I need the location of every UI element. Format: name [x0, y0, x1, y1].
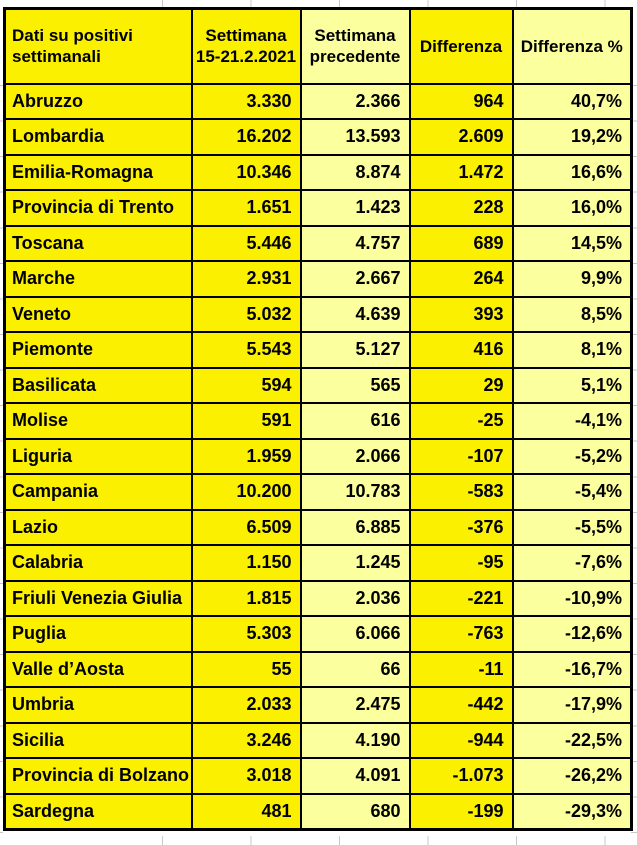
- region-cell: Liguria: [5, 439, 192, 475]
- value-difference-pct: 16,0%: [513, 190, 632, 226]
- value-difference-pct: -10,9%: [513, 581, 632, 617]
- table-row: [5, 155, 632, 191]
- value-previous-week: 2.475: [301, 687, 410, 723]
- region-cell: Lazio: [5, 510, 192, 546]
- value-difference-pct: 40,7%: [513, 84, 632, 120]
- region-cell: Toscana: [5, 226, 192, 262]
- value-difference-pct: 5,1%: [513, 368, 632, 404]
- table-row: [5, 439, 632, 475]
- value-difference: -376: [410, 510, 513, 546]
- value-difference-pct: 8,1%: [513, 332, 632, 368]
- value-current-week: 10.346: [192, 155, 301, 191]
- value-current-week: 10.200: [192, 474, 301, 510]
- gridlines-bottom-margin: [162, 836, 610, 845]
- table-row: [5, 119, 632, 155]
- table-row: [5, 687, 632, 723]
- value-difference-pct: -5,2%: [513, 439, 632, 475]
- value-current-week: 5.032: [192, 297, 301, 333]
- region-cell: Calabria: [5, 545, 192, 581]
- value-current-week: 55: [192, 652, 301, 688]
- value-difference-pct: -7,6%: [513, 545, 632, 581]
- region-cell: Veneto: [5, 297, 192, 333]
- header-current-week: Settimana 15-21.2.2021: [192, 9, 301, 84]
- table-row: [5, 545, 632, 581]
- region-cell: Piemonte: [5, 332, 192, 368]
- header-previous-week: Settimana precedente: [301, 9, 410, 84]
- value-difference-pct: -5,4%: [513, 474, 632, 510]
- table-row: [5, 84, 632, 120]
- value-previous-week: 6.885: [301, 510, 410, 546]
- value-difference-pct: -17,9%: [513, 687, 632, 723]
- value-difference-pct: 19,2%: [513, 119, 632, 155]
- header-region: Dati su positivi settimanali: [5, 9, 192, 84]
- value-previous-week: 10.783: [301, 474, 410, 510]
- value-current-week: 16.202: [192, 119, 301, 155]
- value-current-week: 2.931: [192, 261, 301, 297]
- value-previous-week: 2.366: [301, 84, 410, 120]
- table-row: [5, 403, 632, 439]
- value-previous-week: 6.066: [301, 616, 410, 652]
- value-current-week: 1.959: [192, 439, 301, 475]
- value-previous-week: 66: [301, 652, 410, 688]
- table-row: [5, 652, 632, 688]
- region-cell: Marche: [5, 261, 192, 297]
- value-previous-week: 680: [301, 794, 410, 830]
- value-difference: 264: [410, 261, 513, 297]
- value-difference-pct: 9,9%: [513, 261, 632, 297]
- value-difference: -1.073: [410, 758, 513, 794]
- region-cell: Sardegna: [5, 794, 192, 830]
- value-difference: -944: [410, 723, 513, 759]
- value-current-week: 2.033: [192, 687, 301, 723]
- table-row: [5, 297, 632, 333]
- value-previous-week: 4.639: [301, 297, 410, 333]
- value-previous-week: 13.593: [301, 119, 410, 155]
- value-previous-week: 4.757: [301, 226, 410, 262]
- region-cell: Sicilia: [5, 723, 192, 759]
- value-current-week: 5.446: [192, 226, 301, 262]
- value-previous-week: 1.245: [301, 545, 410, 581]
- region-cell: Lombardia: [5, 119, 192, 155]
- header-row: [5, 9, 632, 84]
- value-difference: -25: [410, 403, 513, 439]
- table-row: [5, 581, 632, 617]
- value-difference: -763: [410, 616, 513, 652]
- value-current-week: 3.018: [192, 758, 301, 794]
- value-difference: 228: [410, 190, 513, 226]
- value-difference: 393: [410, 297, 513, 333]
- header-difference: Differenza: [410, 9, 513, 84]
- value-current-week: 1.150: [192, 545, 301, 581]
- value-difference: 964: [410, 84, 513, 120]
- value-difference: -442: [410, 687, 513, 723]
- weekly-positives-table: [3, 7, 633, 831]
- table-row: [5, 510, 632, 546]
- table-header: [5, 9, 632, 84]
- table-row: [5, 332, 632, 368]
- value-previous-week: 2.066: [301, 439, 410, 475]
- value-difference-pct: 14,5%: [513, 226, 632, 262]
- value-difference: -583: [410, 474, 513, 510]
- region-cell: Molise: [5, 403, 192, 439]
- value-current-week: 5.543: [192, 332, 301, 368]
- value-difference: 416: [410, 332, 513, 368]
- value-difference-pct: -29,3%: [513, 794, 632, 830]
- region-cell: Umbria: [5, 687, 192, 723]
- region-cell: Basilicata: [5, 368, 192, 404]
- value-difference: -107: [410, 439, 513, 475]
- value-previous-week: 8.874: [301, 155, 410, 191]
- value-current-week: 3.330: [192, 84, 301, 120]
- value-difference: -221: [410, 581, 513, 617]
- value-current-week: 5.303: [192, 616, 301, 652]
- value-difference-pct: -5,5%: [513, 510, 632, 546]
- value-previous-week: 4.190: [301, 723, 410, 759]
- table-row: [5, 368, 632, 404]
- value-current-week: 3.246: [192, 723, 301, 759]
- region-cell: Provincia di Bolzano: [5, 758, 192, 794]
- value-difference-pct: 8,5%: [513, 297, 632, 333]
- table-row: [5, 226, 632, 262]
- value-difference: 2.609: [410, 119, 513, 155]
- value-current-week: 1.815: [192, 581, 301, 617]
- table-row: [5, 758, 632, 794]
- region-cell: Abruzzo: [5, 84, 192, 120]
- region-cell: Puglia: [5, 616, 192, 652]
- table-row: [5, 261, 632, 297]
- value-previous-week: 616: [301, 403, 410, 439]
- value-difference: -11: [410, 652, 513, 688]
- value-current-week: 6.509: [192, 510, 301, 546]
- value-current-week: 591: [192, 403, 301, 439]
- value-previous-week: 565: [301, 368, 410, 404]
- value-difference: 689: [410, 226, 513, 262]
- value-previous-week: 5.127: [301, 332, 410, 368]
- table-row: [5, 723, 632, 759]
- value-difference-pct: -16,7%: [513, 652, 632, 688]
- value-difference-pct: -4,1%: [513, 403, 632, 439]
- table-row: [5, 474, 632, 510]
- value-difference-pct: -26,2%: [513, 758, 632, 794]
- value-difference: -95: [410, 545, 513, 581]
- value-previous-week: 1.423: [301, 190, 410, 226]
- value-previous-week: 4.091: [301, 758, 410, 794]
- region-cell: Friuli Venezia Giulia: [5, 581, 192, 617]
- region-cell: Provincia di Trento: [5, 190, 192, 226]
- value-difference-pct: 16,6%: [513, 155, 632, 191]
- value-difference: 29: [410, 368, 513, 404]
- table-row: [5, 616, 632, 652]
- value-previous-week: 2.667: [301, 261, 410, 297]
- region-cell: Emilia-Romagna: [5, 155, 192, 191]
- value-difference: -199: [410, 794, 513, 830]
- value-difference-pct: -12,6%: [513, 616, 632, 652]
- table-row: [5, 794, 632, 830]
- table-body: [5, 84, 632, 830]
- value-current-week: 594: [192, 368, 301, 404]
- value-previous-week: 2.036: [301, 581, 410, 617]
- value-difference-pct: -22,5%: [513, 723, 632, 759]
- region-cell: Campania: [5, 474, 192, 510]
- value-difference: 1.472: [410, 155, 513, 191]
- value-current-week: 481: [192, 794, 301, 830]
- region-cell: Valle d’Aosta: [5, 652, 192, 688]
- header-difference-pct: Differenza %: [513, 9, 632, 84]
- value-current-week: 1.651: [192, 190, 301, 226]
- table-row: [5, 190, 632, 226]
- gridlines-top-margin: [162, 0, 610, 7]
